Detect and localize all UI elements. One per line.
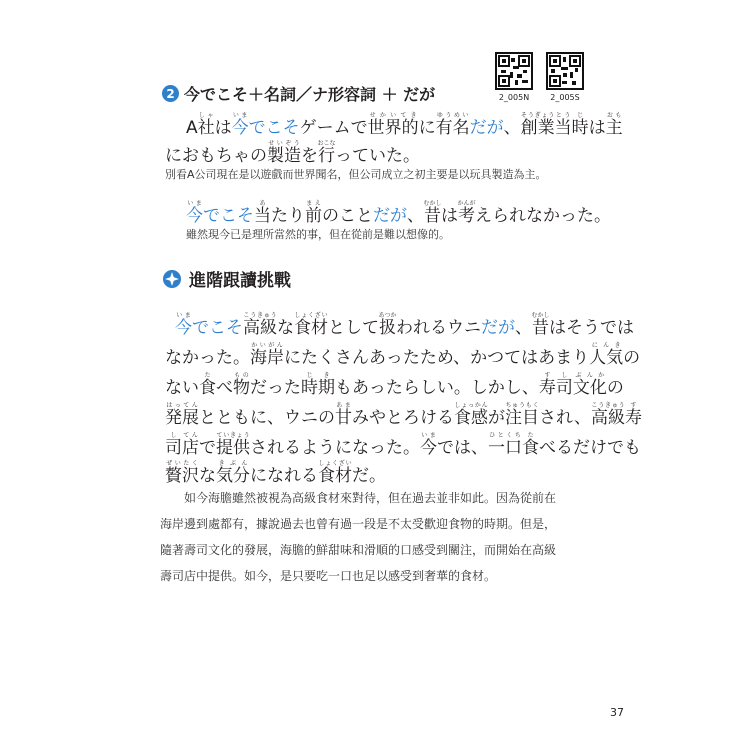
ruby-word: 扱あつか bbox=[378, 312, 397, 338]
ruby-word: 時期じき bbox=[301, 372, 335, 398]
qr-label: 2_005N bbox=[498, 93, 530, 102]
ruby-word: 今いま bbox=[231, 112, 249, 138]
text-run: だった bbox=[250, 378, 301, 398]
section-heading-grammar bbox=[162, 82, 435, 105]
ruby-word: 人気にんき bbox=[589, 342, 624, 368]
text-run: みやとろける bbox=[352, 408, 454, 428]
text-run: な bbox=[199, 466, 216, 486]
text-run: だが bbox=[481, 318, 515, 338]
ruby-word: 高級こうきゅう bbox=[591, 402, 626, 428]
text-run: に bbox=[418, 118, 436, 138]
ruby-word: 考かんが bbox=[457, 200, 476, 226]
text-run: えられなかった。 bbox=[475, 206, 611, 226]
text-run: になれる bbox=[250, 466, 318, 486]
text-run: でこそ bbox=[203, 206, 254, 226]
text-run: A bbox=[186, 118, 198, 138]
section-number-badge: 2 bbox=[162, 85, 179, 102]
text-run: は bbox=[441, 206, 458, 226]
qr-label: 2_005S bbox=[550, 93, 580, 102]
text-run: にたくさんあったため、かつてはあまり bbox=[284, 348, 590, 368]
text-run: され、 bbox=[539, 408, 592, 428]
ruby-word: 社しゃ bbox=[197, 112, 215, 138]
text-run: のこと bbox=[322, 206, 373, 226]
text-run: 、 bbox=[515, 318, 532, 338]
ruby-word: 製造せいぞう bbox=[267, 140, 301, 166]
example-sentence-2-translation: 雖然現今已是理所當然的事，但在從前是難以想像的。 bbox=[186, 228, 450, 241]
ruby-word: 主おも bbox=[605, 112, 623, 138]
text-run: は bbox=[588, 118, 606, 138]
ruby-word: 食感しょっかん bbox=[454, 402, 488, 428]
text-run: として bbox=[328, 318, 379, 338]
section-heading-shadowing bbox=[162, 266, 291, 291]
sparkle-icon bbox=[162, 269, 182, 289]
text-run: におもちゃの bbox=[165, 146, 267, 166]
ruby-word: 世界的せかいてき bbox=[367, 112, 419, 138]
text-run: っていた。 bbox=[335, 146, 420, 166]
ruby-word: 海岸かいがん bbox=[250, 342, 284, 368]
ruby-word: 提供ていきょう bbox=[216, 432, 250, 458]
shadowing-title: 進階跟讀挑戰 bbox=[189, 271, 291, 291]
ruby-word: 気分きぶん bbox=[216, 460, 250, 486]
ruby-word: 昔むかし bbox=[531, 312, 550, 338]
ruby-word: 店てん bbox=[182, 432, 199, 458]
passage-line bbox=[165, 402, 643, 428]
ruby-word: 物もの bbox=[233, 372, 250, 398]
text-run: は bbox=[214, 118, 232, 138]
text-run: ない bbox=[165, 378, 199, 398]
example-sentence-2 bbox=[186, 200, 611, 225]
text-run: われるウニ bbox=[396, 318, 481, 338]
ruby-word: 文化ぶんか bbox=[572, 372, 607, 398]
qr-code-icon bbox=[546, 52, 584, 90]
page-number: 37 bbox=[610, 706, 624, 719]
ruby-word: 昔むかし bbox=[423, 200, 442, 226]
ruby-word: 寿司すし bbox=[538, 372, 573, 398]
example-sentence-1-line-2 bbox=[165, 140, 420, 165]
passage-line bbox=[165, 342, 641, 368]
passage-line bbox=[165, 432, 641, 458]
ruby-word: 贅沢ぜいたく bbox=[165, 460, 199, 486]
passage-line bbox=[165, 460, 595, 485]
text-run: でこそ bbox=[248, 118, 300, 138]
ruby-word: 一口ひとくち bbox=[488, 432, 522, 458]
text-run: だが bbox=[469, 118, 504, 138]
ruby-word: 甘あま bbox=[335, 402, 352, 428]
qr-code-normal[interactable] bbox=[495, 52, 533, 102]
ruby-word: 今いま bbox=[420, 432, 437, 458]
text-run: べ bbox=[216, 378, 233, 398]
ruby-word: 寿す bbox=[625, 402, 643, 428]
ruby-word: 当あ bbox=[254, 200, 271, 226]
qr-code-icon bbox=[495, 52, 533, 90]
text-run: だが bbox=[373, 206, 407, 226]
text-run: で bbox=[199, 438, 216, 458]
text-run: なかった。 bbox=[165, 348, 250, 368]
text-run: だ。 bbox=[352, 466, 386, 486]
text-run: もあったらしい。しかし、 bbox=[335, 378, 539, 398]
translation-line: 隨著壽司文化的發展，海膽的鮮甜味和滑順的口感受到關注，而開始在高級 bbox=[160, 543, 557, 557]
ruby-word: 当とう bbox=[554, 112, 572, 138]
text-run: の bbox=[623, 348, 641, 368]
translation-line: 壽司店中提供。如今，是只要吃一口也足以感受到奢華的食材。 bbox=[160, 569, 497, 583]
text-run: でこそ bbox=[192, 318, 243, 338]
text-run: な bbox=[277, 318, 294, 338]
text-run: ゲームで bbox=[299, 118, 368, 138]
ruby-word: 今いま bbox=[186, 200, 203, 226]
translation-line: 海岸邊到處都有，據說過去也曾有過一段是不太受歡迎食物的時期。但是， bbox=[160, 517, 557, 531]
passage-line bbox=[175, 312, 634, 338]
text-run: を bbox=[301, 146, 318, 166]
ruby-word: 食材しょくざい bbox=[318, 460, 352, 486]
translation-line: 如今海膽雖然被視為高級食材來對待，但在過去並非如此。因為從前在 bbox=[160, 491, 557, 505]
ruby-word: 注目ちゅうもく bbox=[505, 402, 539, 428]
ruby-word: 食材しょくざい bbox=[294, 312, 328, 338]
ruby-word: 有名ゆうめい bbox=[435, 112, 470, 138]
text-run: の bbox=[606, 378, 624, 398]
ruby-word: 高級こうきゅう bbox=[243, 312, 277, 338]
text-run: たり bbox=[271, 206, 305, 226]
ruby-word: 食た bbox=[522, 432, 539, 458]
ruby-word: 創業そうぎょう bbox=[520, 112, 555, 138]
text-run: べるだけでも bbox=[539, 438, 641, 458]
ruby-word: 食た bbox=[199, 372, 216, 398]
text-run: 、 bbox=[503, 118, 521, 138]
example-sentence-1-translation: 別看A公司現在是以遊戲而世界聞名，但公司成立之初主要是以玩具製造為主。 bbox=[165, 168, 547, 181]
ruby-word: 時じ bbox=[571, 112, 589, 138]
ruby-word: 行おこな bbox=[317, 140, 336, 166]
text-run: はそうでは bbox=[549, 318, 634, 338]
ruby-word: 今いま bbox=[175, 312, 192, 338]
qr-code-slow[interactable] bbox=[546, 52, 584, 102]
example-sentence-1-line-1 bbox=[186, 112, 623, 137]
ruby-word: 前まえ bbox=[305, 200, 322, 226]
text-run: では、 bbox=[437, 438, 488, 458]
grammar-pattern-title: 今でこそ＋名詞／ナ形容詞 ＋ だが bbox=[184, 85, 436, 104]
text-run: 、 bbox=[407, 206, 424, 226]
ruby-word: 司し bbox=[165, 432, 182, 458]
text-run: とともに、ウニの bbox=[199, 408, 335, 428]
passage-line bbox=[165, 372, 624, 398]
text-run: が bbox=[488, 408, 505, 428]
text-run: されるようになった。 bbox=[250, 438, 420, 458]
ruby-word: 発展はってん bbox=[165, 402, 199, 428]
